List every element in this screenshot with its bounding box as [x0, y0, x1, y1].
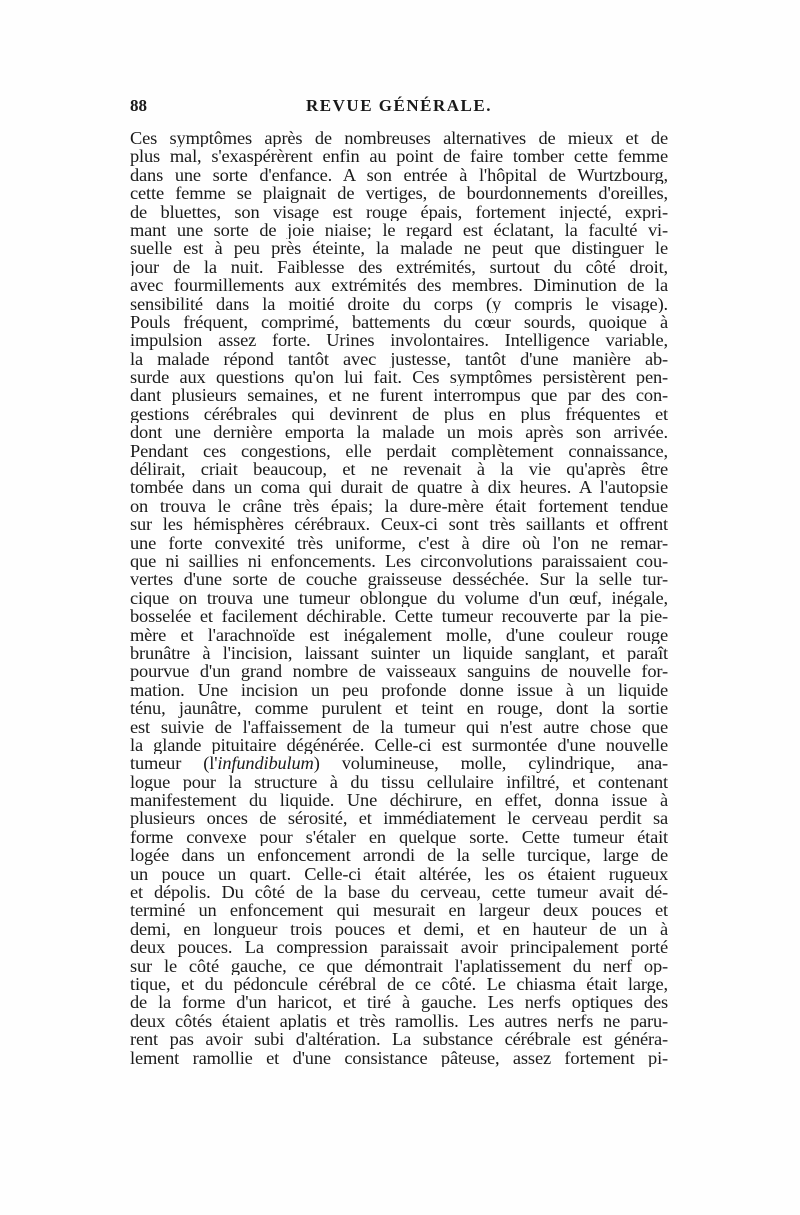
text-line: suelle est à peu près éteinte, la malade ne peut que distinguer le: [130, 239, 668, 258]
text-line: manifestement du liquide. Une déchirure, en effet, donna issue à: [130, 791, 668, 810]
text-line: mant une sorte de joie niaise; le regard est éclatant, la faculté vi-: [130, 220, 668, 240]
text-line: surde aux questions qu'on lui fait. Ces symptômes persistèrent pen-: [130, 368, 668, 387]
text-line: tique, et du pédoncule cérébral de ce côté. Le chiasma était large,: [130, 974, 668, 994]
page-number: 88: [130, 96, 147, 115]
journal-title: REVUE GÉNÉRALE.: [306, 96, 492, 115]
text-line: forme convexe pour s'étaler en quelque sorte. Cette tumeur était: [130, 827, 668, 847]
text-line: logue pour la structure à du tissu cellulaire infiltré, et contenant: [130, 772, 668, 792]
text-line: lement ramollie et d'une consistance pâteuse, assez fortement pi-: [130, 1048, 668, 1067]
text-line: dont une dernière emporta la malade un mois après son arrivée.: [130, 423, 668, 442]
text-line: Ces symptômes après de nombreuses alternatives de mieux et de: [130, 129, 668, 148]
text-line: dans une sorte d'enfance. A son entrée à l'hôpital de Wurtzbourg,: [130, 165, 668, 185]
text-line: et dépolis. Du côté de la base du cerveau, cette tumeur avait dé-: [130, 883, 668, 902]
text-line: ténu, jaunâtre, comme purulent et teint en rouge, dont la sortie: [130, 699, 668, 718]
text-line: dant plusieurs semaines, et ne furent interrompus que par des con-: [130, 386, 668, 405]
text-run: tumeur (l': [130, 754, 218, 773]
running-head: [130, 96, 668, 120]
text-line: est suivie de l'affaissement de la tumeur qui n'est autre chose que: [130, 717, 668, 736]
text-line: sur les hémisphères cérébraux. Ceux-ci sont très saillants et offrent: [130, 515, 668, 534]
text-line: plus mal, s'exaspérèrent enfin au point de faire tomber cette femme: [130, 147, 668, 166]
text-line: bosselée et facilement déchirable. Cette tumeur recouverte par la pie-: [130, 607, 668, 626]
text-line: la glande pituitaire dégénérée. Celle-ci est surmontée d'une nouvelle: [130, 735, 668, 755]
text-line: tombée dans un coma qui durait de quatre à dix heures. A l'autopsie: [130, 478, 668, 497]
text-line: on trouva le crâne très épais; la dure-mère était fortement tendue: [130, 496, 668, 516]
text-line: vertes d'une sorte de couche graisseuse desséchée. Sur la selle tur-: [130, 570, 668, 589]
text-line: de la forme d'un haricot, et tiré à gauche. Les nerfs optiques des: [130, 993, 668, 1012]
text-line: de bluettes, son visage est rouge épais, fortement injecté, expri-: [130, 202, 668, 221]
text-line: jour de la nuit. Faiblesse des extrémités, surtout du côté droit,: [130, 257, 668, 277]
text-line: que ni saillies ni enfoncements. Les circonvolutions paraissaient cou-: [130, 551, 668, 571]
text-run: ) volumineuse, molle, cylindrique, ana-: [313, 754, 668, 773]
text-line: une forte convexité très uniforme, c'est à dire où l'on ne remar-: [130, 533, 668, 552]
text-line: mation. Une incision un peu profonde donne issue à un liquide: [130, 680, 668, 700]
text-line: un pouce un quart. Celle-ci était altérée, les os étaient rugueux: [130, 864, 668, 884]
text-line: cique on trouva une tumeur oblongue du volume d'un œuf, inégale,: [130, 588, 668, 608]
text-line: délirait, criait beaucoup, et ne revenait à la vie qu'après être: [130, 460, 668, 479]
text-line: [130, 754, 668, 772]
text-line: gestions cérébrales qui devinrent de plus en plus fréquentes et: [130, 404, 668, 424]
text-line: mère et l'arachnoïde est inégalement molle, d'une couleur rouge: [130, 625, 668, 644]
text-line: Pendant ces congestions, elle perdait complètement connaissance,: [130, 441, 668, 461]
text-line: deux pouces. La compression paraissait avoir principalement porté: [130, 938, 668, 957]
text-line: avec fourmillements aux extrémités des membres. Diminution de la: [130, 276, 668, 295]
text-line: logée dans un enfoncement arrondi de la selle turcique, large de: [130, 846, 668, 865]
text-line: cette femme se plaignait de vertiges, de bourdonnements d'oreilles,: [130, 184, 668, 203]
text-line: sur le côté gauche, ce que démontrait l'aplatissement du nerf op-: [130, 956, 668, 975]
body-text: [130, 129, 668, 1067]
text-line: pourvue d'un grand nombre de vaisseaux sanguins de nouvelle for-: [130, 662, 668, 681]
text-line: demi, en longueur trois pouces et demi, et en hauteur de un à: [130, 919, 668, 939]
text-line: terminé un enfoncement qui mesurait en largeur deux pouces et: [130, 901, 668, 920]
text-line: Pouls fréquent, comprimé, battements du cœur sourds, quoique à: [130, 312, 668, 332]
italic-term: infundibulum: [217, 754, 314, 773]
text-line: impulsion assez forte. Urines involontaires. Intelligence variable,: [130, 331, 668, 350]
text-line: plusieurs onces de sérosité, et immédiatement le cerveau perdit sa: [130, 809, 668, 828]
text-line: la malade répond tantôt avec justesse, tantôt d'une manière ab-: [130, 349, 668, 369]
text-line: rent pas avoir subi d'altération. La substance cérébrale est généra-: [130, 1030, 668, 1049]
text-line: sensibilité dans la moitié droite du corps (y compris le visage).: [130, 294, 668, 313]
text-line: brunâtre à l'incision, laissant suinter un liquide sanglant, et paraît: [130, 643, 668, 663]
text-line: deux côtés étaient aplatis et très ramollis. Les autres nerfs ne paru-: [130, 1011, 668, 1031]
